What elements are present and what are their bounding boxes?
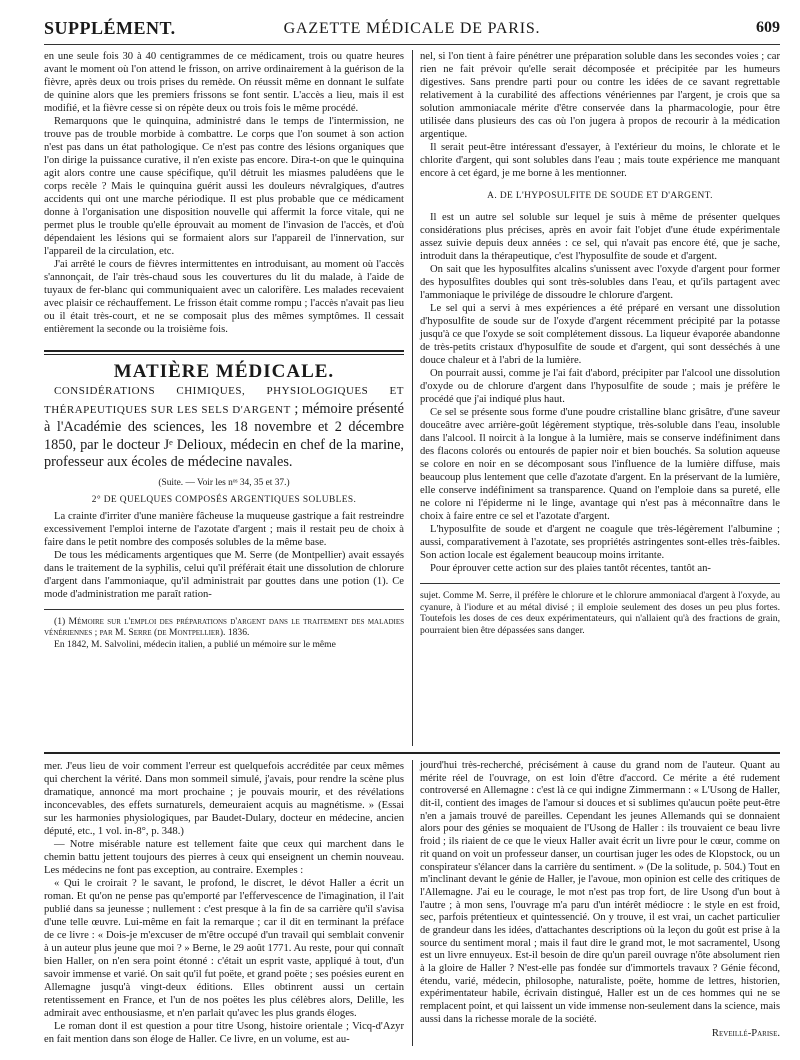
footnote-line: (1) Mémoire sur l'emploi des préparations d'argent dans le traitement des maladies vénériennes ; par M. Serre (de Montpellier). 1836. xyxy=(44,615,404,639)
article-title-rest: ; mémoire présenté à l'Académie des sciences, les 18 novembre et 2 décembre 1850, par le docteur Jᵉ Delioux, médecin en chef de la marine, professeur aux écoles de médecine navales. xyxy=(44,400,404,470)
section-title: MATIÈRE MÉDICALE. xyxy=(113,361,335,382)
supplement-label: SUPPLÉMENT. xyxy=(44,18,176,38)
paragraph: nel, si l'on tient à faire pénétrer une préparation soluble dans les secondes voies ; car rien ne fait prévoir qu'elle serait décomposée et précipitée par les humeurs digestives. Sans prendre parti pour ou contre les idées de ce savant regrettable relativement à la curabilité des affections vénériennes par l'argent, je crois que sa solution ammoniacale mérite d'être conservée dans la pharmacologie, pour être utilisée dans plusieurs des cas où l'on jugera à propos de recourir à la médication argentique. xyxy=(420,51,780,140)
paragraph: Le sel qui a servi à mes expériences a été préparé en versant une dissolution d'hyposulfite de soude sur de l'oxyde d'argent récemment précipité par la potasse jusqu'à ce que l'oxyde se soit complétement dissous. La liqueur évaporée abandonne de très-petits cristaux d'hyposulfite de soude et d'argent, qui sont desséchés à une douce chaleur et à l'abri de la lumière. xyxy=(420,303,780,366)
feuilleton-rule xyxy=(44,752,780,754)
article-title xyxy=(44,382,404,472)
page-number: 609 xyxy=(756,19,780,36)
paragraph: Il serait peut-être intéressant d'essayer, à l'extérieur du moins, le chlorate et le chlorite d'argent, qui sont solubles dans l'eau ; mais toute expérience me manquant encore à cet égard, je me borne à les mentionner. xyxy=(420,142,780,179)
footnote xyxy=(420,590,780,636)
section-rule-thin xyxy=(44,354,404,355)
subheading: A. DE L'HYPOSULFITE DE SOUDE ET D'ARGENT. xyxy=(487,191,713,201)
paragraph: On pourrait aussi, comme je l'ai fait d'abord, précipiter par l'alcool une dissolution d'oxyde ou de chlorure d'argent dans l'hyposulfite de soude ; mais je préfère le procédé que j'ai indiqué plus haut. xyxy=(420,368,780,405)
paragraph: Remarquons que le quinquina, administré dans le temps de l'intermission, ne trouve pas de trouble morbide à combattre. Le corps que l'on soumet à son action n'est pas dans un état pathologique. Ce n'est pas contre des lésions organiques que l'on dirige la puissance curative, il n'en existe pas encore. Dira-t-on que le quinquina agit alors contre une cause spécifique, qu'il détruit les miasmes paludéens que le corps recèle ? Mais le quinquina guérit aussi les douleurs névralgiques, d'autres accidents qui ont une marche périodique. Il est plus probable que ce médicament donne à l'organisation une disposition nouvelle qui affermit la force vitale, qui ne permet plus le trouble qu'elle éprouvait au moment de l'invasion de l'accès, et d'où dépendaient les lésions qui se formaient alors sur l'appareil de l'innervation, sur l'appareil de la circulation, etc. xyxy=(44,116,404,257)
paragraph: J'ai arrêté le cours de fièvres intermittentes en introduisant, au moment où l'accès s'annonçait, de l'air très-chaud sous les couvertures du lit du malade, à l'aide de tuyaux de fer-blanc qui communiquaient avec un calorifère. Les malades recevaient avec plaisir ce réchauffement. Le frisson était comme rompu ; l'accès n'avait pas lieu ou il était très-court, et ne se composait plus des mêmes symptômes. Il cessait entièrement la seconde ou la troisième fois. xyxy=(44,259,404,335)
paragraph: De tous les médicaments argentiques que M. Serre (de Montpellier) avait essayés dans le traitement de la syphilis, celui qu'il préférait était une dissolution de chlorure d'argent dans l'ammoniaque, qu'il administrait par gouttes dans une potion (1). Ce mode d'administration me paraît ration- xyxy=(44,549,404,600)
footnote xyxy=(44,616,404,651)
paragraph: L'hyposulfite de soude et d'argent ne coagule que très-légèrement l'albumine ; aussi, comparativement à l'azotate, ses propriétés astringentes sont-elles très-faibles. Son action locale est également beaucoup moins irritante. xyxy=(420,524,780,561)
section-rule xyxy=(44,350,404,352)
lower-right-column xyxy=(420,760,780,1041)
article-title-caps: CONSIDÉRATIONS CHIMIQUES, PHYSIOLOGIQUES ET THÉRAPEUTIQUES SUR LES SELS D'ARGENT xyxy=(44,385,404,416)
footnote-line: En 1842, M. Salvolini, médecin italien, a publié un mémoire sur le même xyxy=(54,638,336,650)
paragraph: — Notre misérable nature est tellement faite que ceux qui marchent dans le chemin battu jettent toujours des pierres à ceux qui enseignent un chemin nouveau. Les médecins ne font pas exception, au contraire. Exemples : xyxy=(44,839,404,876)
author-signature: Reveillé-Parise. xyxy=(711,1028,780,1040)
right-column xyxy=(420,50,780,636)
article-suite-note: (Suite. — Voir les nᵒˢ 34, 35 et 37.) xyxy=(158,477,290,488)
paragraph: jourd'hui très-recherché, précisément à cause du grand nom de l'auteur. Quant au mérite réel de l'ouvrage, on est loin d'être d'accord. Ce mérite a été rudement controversé en Allemagne : c'est là ce qui indigne Zimmermann : « L'Usong de Haller, dit-il, contient des images de l'amour si douces et si sublimes qu'aucun poëte peut-être n'en a jamais trouvé de pareilles. Cependant les jeunes Allemands qui se donnaient alors pour des génies se moquaient de l'Usong de Haller : ils trouvaient ce beau livre froid ; ils riaient de ce que le vieux Haller avait écrit un livre pour le cœur, comme on rit quand on voit un professeur danser, un courtisan juger les odes de Klopstock, ou un conspirateur s'élancer dans la carrière du sentiment. » (De la solitude, p. 504.) Tout en m'inclinant devant le génie de Haller, je l'avoue, mon opinion est celle des critiques de l'Allemagne. J'ai eu le courage, le mot n'est pas trop fort, de lire Usong d'un bout à l'autre ; à mon sens, l'ouvrage m'a paru d'un intérêt médiocre : le style en est froid, sec, parfois prétentieux et quintessencié. On y trouve, il est vrai, un cachet particulier de grandeur dans les idées, d'attachantes descriptions où la leçon du goût est prise à la source du sentiment moral ; mais il faut dire le grand mot, le mot sacramentel, Usong est un livre ennuyeux. Est-il besoin de dire qu'un pareil ouvrage n'ôte absolument rien à la gloire de Haller ? N'est-elle pas fondée sur d'immortels travaux ? Génie fécond, étendu, varié, médecin, philosophe, naturaliste, poëte, homme de lettres, historien, expérimentateur habile, écrivain distingué, Haller est un de ces hommes qui ne se remplacent point, et qui laissent un vide immense non-seulement dans la science, mais aussi dans la richesse morale de la société. xyxy=(420,760,780,1025)
footnote-rule xyxy=(44,609,404,610)
footnote-line: sujet. Comme M. Serre, il préfère le chlorure et le chlorure ammoniacal d'argent à l'oxyde, au cyanure, à l'iodure et au métal divisé ; il emploie seulement des doses un peu plus fortes. Toutefois les doses de ces deux expérimentateurs, qui n'allaient qu'à des fractions de grain, pourraient bien être dépassées sans danger. xyxy=(420,590,780,636)
paragraph: Pour éprouver cette action sur des plaies tantôt récentes, tantôt an- xyxy=(430,563,711,574)
paragraph: en une seule fois 30 à 40 centigrammes de ce médicament, trois ou quatre heures avant le moment où l'on attend le frisson, on arrive ordinairement à la guérison de la fièvre, après deux ou trois prises du remède. On réussit même en donnant le sulfate de quinine alors que les premiers frissons se font sentir. L'accès a lieu, mais il est modifié, et la fièvre cesse si on répète deux ou trois fois le même procédé. xyxy=(44,51,404,114)
column-divider xyxy=(412,50,413,746)
page-header xyxy=(44,18,780,40)
paragraph: Ce sel se présente sous forme d'une poudre cristalline blanc grisâtre, d'une saveur douceâtre avec arrière-goût légèrement styptique, très-soluble dans l'eau, insoluble dans l'alcool. Il noircit à la longue à la lumière, mais se conserve indéfiniment dans des flacons colorés ou entourés de papier noir et bien bouchés. Sa solution aqueuse se colore en noir en se décomposant sous l'influence de la lumière diffuse, mais beaucoup plus lentement que celle d'azotate d'argent. En la préservant de la lumière, elle conserve indéfiniment sa transparence. Quand on l'emploie dans sa pureté, elle ne colore ni l'épiderme ni le linge, avantage qui n'est pas à méconnaître dans le choix à faire entre ce sel et l'azotate d'argent. xyxy=(420,407,780,522)
header-rule xyxy=(44,44,780,45)
paragraph: Il est un autre sel soluble sur lequel je suis à même de présenter quelques considérations plus précises, après en avoir fait l'objet d'une étude expérimentale assez suivie depuis deux années : ce sel, qui n'avait pas encore été, que je sache, introduit dans la thérapeutique, c'est l'hyposulfite de soude et d'argent. xyxy=(420,212,780,262)
paragraph: La crainte d'irriter d'une manière fâcheuse la muqueuse gastrique a fait restreindre excessivement l'emploi interne de l'azotate d'argent ; mais il restait peu de choix à faire dans le petit nombre des composés solubles de la même base. xyxy=(44,510,404,548)
paragraph: mer. J'eus lieu de voir comment l'erreur est quelquefois accréditée par ceux mêmes qui cherchent la vérité. Dans mon sommeil simulé, j'avais, pour rendre la scène plus dramatique, annoncé ma mort prochaine ; je pouvais mourir, et des révélations inconcevables, des effets surnaturels, demeuraient acquis au magnétisme. » (Essai sur les harmonies physiologiques, par Baudet-Dulary, docteur en médecine, ancien député, etc., 1 vol. in-8°, p. 348.) xyxy=(44,761,404,837)
paragraph: Le roman dont il est question a pour titre Usong, histoire orientale ; Vicq-d'Azyr en fait mention dans son éloge de Haller. Ce livre, en un volume, est au- xyxy=(44,1021,404,1045)
article-subheading: 2° DE QUELQUES COMPOSÉS ARGENTIQUES SOLUBLES. xyxy=(91,494,357,505)
footnote-rule xyxy=(420,583,780,584)
journal-title: GAZETTE MÉDICALE DE PARIS. xyxy=(283,20,541,37)
column-divider xyxy=(412,760,413,1046)
lower-left-column xyxy=(44,760,404,1046)
left-column xyxy=(44,50,404,650)
paragraph: On sait que les hyposulfites alcalins s'unissent avec l'oxyde d'argent pour former des hyposulfites doubles qui sont très-solubles dans l'eau, et qu'ils partagent avec l'ammoniaque le privilége de dissoudre le chlorure d'argent. xyxy=(420,264,780,301)
paragraph: « Qui le croirait ? le savant, le profond, le discret, le dévot Haller a écrit un roman. Et qu'on ne pense pas qu'emporté par l'effervescence de l'imagination, il l'ait publié dans sa jeunesse ; nullement : c'est presque à la fin de sa carrière qu'il s'avisa d'une telle œuvre. Lui-même en fait la remarque ; car il dit en terminant la préface de ce livre : « Dois-je m'excuser de m'être occupé d'un travail qui semblait convenir à un auteur plus jeune que moi ? » Berne, le 29 août 1771. Au reste, pour qui connaît bien Haller, on n'en sera point étonné : c'était un esprit vaste, appliqué à tout, d'un savoir immense et varié. On sait qu'il fut poëte, et grand poëte ; ses poésies eurent en Allemagne jusqu'à vingt-deux éditions. Elles obtinrent aussi un certain retentissement en France, et l'un de nos poëtes les plus célèbres alors, Delille, les admirait avec enthousiasme, et n'en parlait qu'avec les plus grands éloges. xyxy=(44,878,404,1019)
